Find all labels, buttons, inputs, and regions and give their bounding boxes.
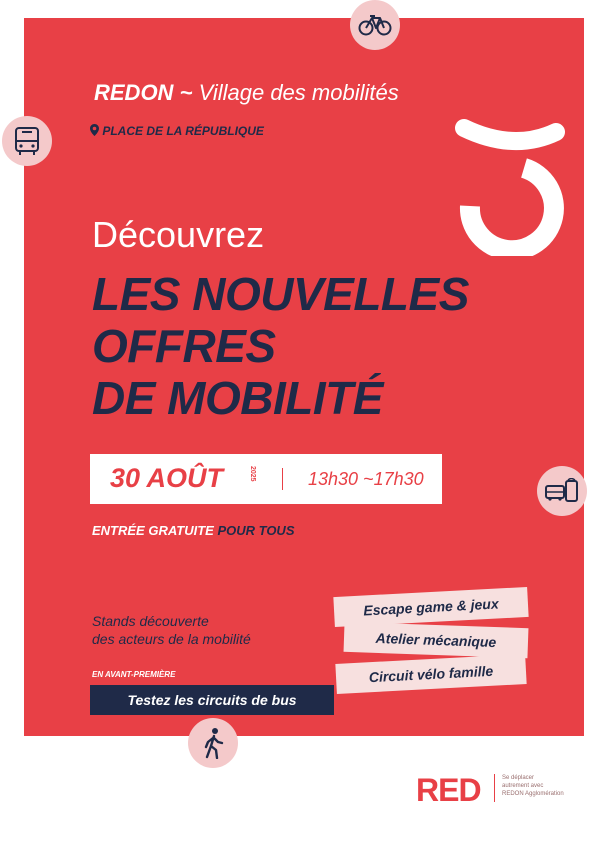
date-box bbox=[90, 454, 442, 504]
title-separator: ~ bbox=[179, 80, 193, 105]
activity-tag-bike-circuit: Circuit vélo famille bbox=[335, 654, 526, 694]
preview-label: EN AVANT-PREMIÈRE bbox=[92, 670, 176, 679]
stands-line-1: Stands découverte bbox=[92, 613, 209, 629]
stands-text bbox=[92, 612, 251, 648]
event-year: 2025 bbox=[249, 466, 256, 482]
entry-free: ENTRÉE GRATUITE bbox=[92, 523, 214, 538]
event-title bbox=[94, 80, 399, 106]
event-poster bbox=[24, 18, 584, 736]
logo-tagline bbox=[502, 774, 564, 798]
activity-tag-workshop: Atelier mécanique bbox=[344, 622, 529, 658]
intro-heading: Découvrez bbox=[92, 214, 265, 255]
tagline-line-2: autrement avec bbox=[502, 783, 544, 789]
pedestrian-icon-badge bbox=[188, 718, 238, 768]
city-name: REDON bbox=[94, 80, 174, 105]
bus-phone-icon bbox=[545, 478, 579, 504]
bicycle-icon-badge bbox=[350, 0, 400, 50]
location-pin-icon bbox=[90, 124, 99, 136]
headline-line-3: DE MOBILITÉ bbox=[92, 372, 383, 424]
bus-icon-badge bbox=[2, 116, 52, 166]
bicycle-icon bbox=[358, 14, 392, 36]
entry-info bbox=[92, 523, 295, 538]
bus-circuits-banner: Testez les circuits de bus bbox=[90, 685, 334, 715]
tagline-line-3: REDON Agglomération bbox=[502, 791, 564, 797]
tagline-line-1: Se déplacer bbox=[502, 775, 535, 781]
event-name: Village des mobilités bbox=[198, 80, 399, 105]
headline-line-2: OFFRES bbox=[92, 320, 276, 372]
logo-divider bbox=[494, 774, 495, 802]
bus-phone-icon-badge bbox=[537, 466, 587, 516]
bus-icon bbox=[14, 126, 40, 156]
event-location bbox=[90, 124, 264, 138]
activity-tag-escape-game: Escape game & jeux bbox=[333, 587, 528, 627]
headline-line-1: LES NOUVELLES bbox=[92, 268, 469, 320]
entry-all: POUR TOUS bbox=[213, 523, 295, 538]
stands-line-2: des acteurs de la mobilité bbox=[92, 631, 251, 647]
red-logo-motif-graphic bbox=[444, 106, 584, 256]
date-divider bbox=[282, 468, 283, 490]
event-date: 30 AOÛT bbox=[110, 463, 224, 493]
red-logo: RED bbox=[416, 772, 481, 808]
pedestrian-icon bbox=[201, 727, 225, 759]
event-hours: 13h30 ~17h30 bbox=[308, 469, 424, 489]
location-name: PLACE DE LA RÉPUBLIQUE bbox=[102, 124, 264, 138]
